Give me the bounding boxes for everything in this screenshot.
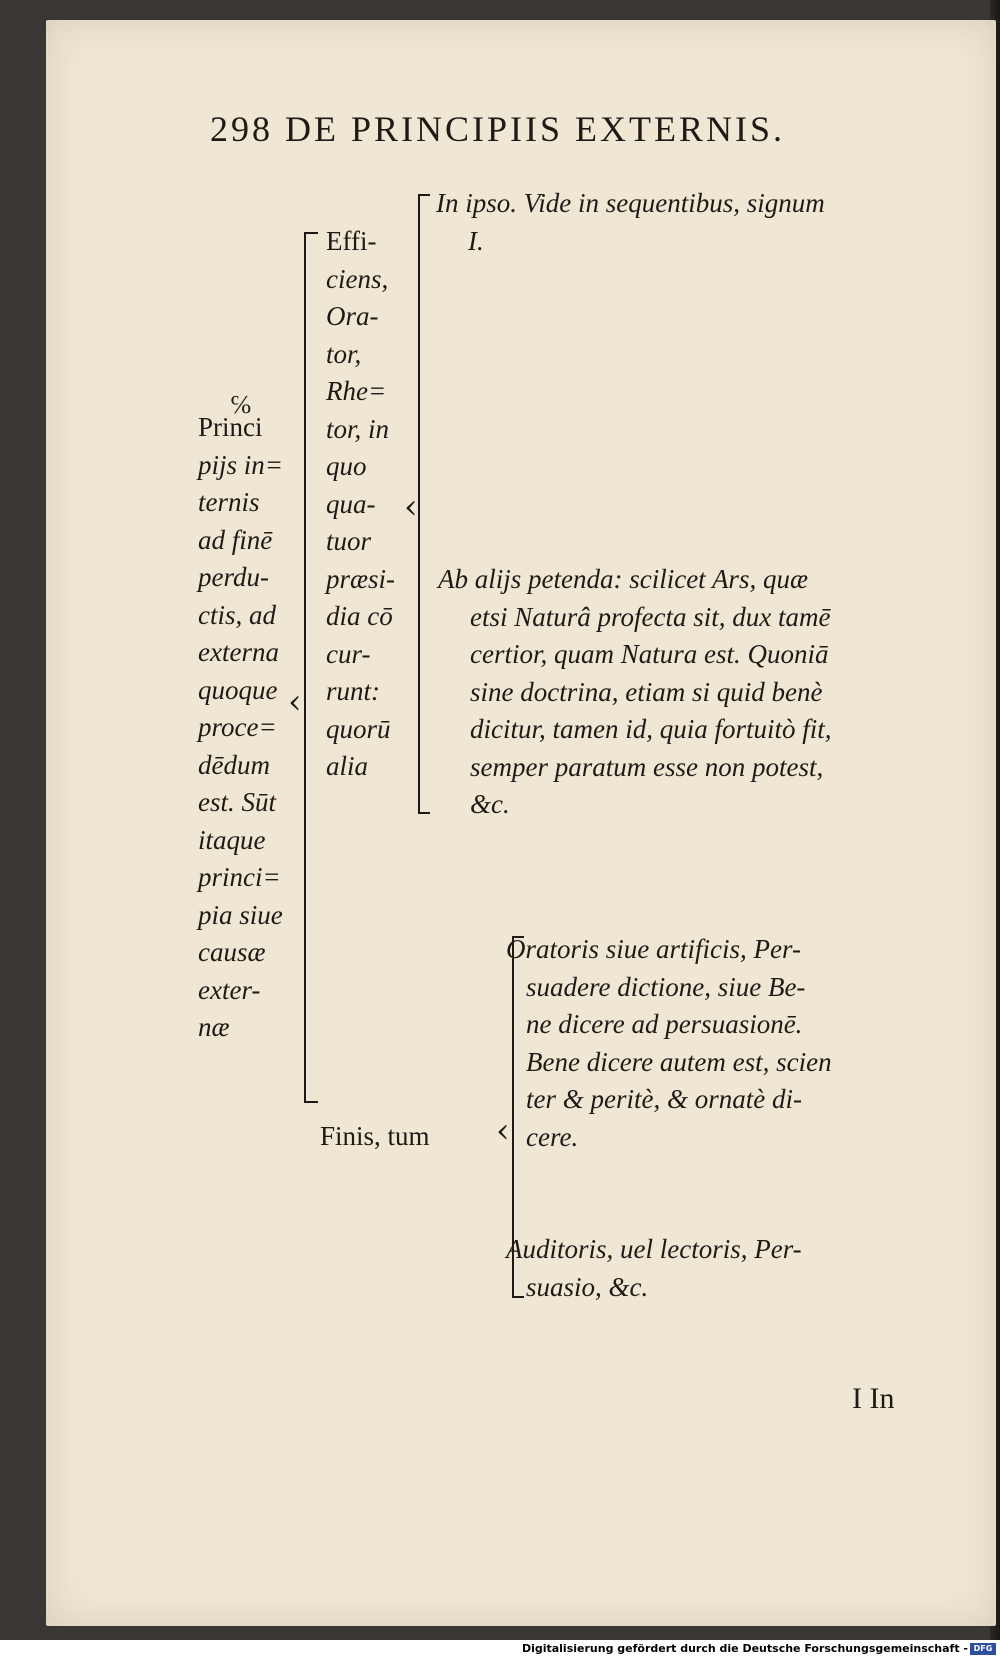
efficiens-line: tor, <box>326 338 362 369</box>
ab-alijs-line: certior, quam Natura est. Quoniā <box>470 639 829 669</box>
finis-label: Finis, tum <box>320 1121 430 1151</box>
brace-finis-point: ‹ <box>496 1111 510 1151</box>
principles-line: pijs in= <box>198 449 283 480</box>
principles-line: dēdum <box>198 749 270 780</box>
oratoris-line: Oratoris siue artificis, Per- <box>506 934 801 964</box>
brace-col2-point: ‹ <box>288 682 302 722</box>
efficiens-line: Ora- <box>326 301 379 331</box>
efficiens-line: dia cō <box>326 601 393 631</box>
principles-line: perdu- <box>198 562 269 592</box>
brace-col2-top <box>304 232 318 234</box>
principles-line: exter- <box>198 974 261 1005</box>
page-header: 298 DE PRINCIPIIS EXTERNIS. <box>210 109 786 149</box>
efficiens-line: runt: <box>326 676 380 706</box>
ab-alijs-line: semper paratum esse non potest, <box>470 751 824 782</box>
principles-line: proce= <box>198 712 277 742</box>
in-ipso-line: I. <box>468 226 484 256</box>
principles-line: est. Sūt <box>198 787 276 817</box>
ab-alijs-line: dicitur, tamen id, quia fortuitò fit, <box>470 714 832 744</box>
dfg-logo: DFG <box>970 1643 996 1655</box>
brace-col3-vertical <box>418 194 420 814</box>
oratoris-line: ne dicere ad persuasionē. <box>526 1009 803 1039</box>
principles-line: ternis <box>198 487 260 517</box>
ornament-glyph: ℅ <box>230 390 252 419</box>
efficiens-line: quorū <box>326 713 391 744</box>
efficiens-line: Effi- <box>326 226 377 256</box>
efficiens-line: ciens, <box>326 263 389 294</box>
efficiens-line: cur- <box>326 638 371 669</box>
principles-line: næ <box>198 1012 230 1042</box>
brace-col3-bottom <box>418 812 430 814</box>
principles-line: quoque <box>198 674 278 705</box>
auditoris-line: suasio, &c. <box>526 1271 649 1302</box>
efficiens-line: Rhe= <box>326 376 387 406</box>
efficiens-line: alia <box>326 751 369 781</box>
efficiens-line: qua- <box>326 488 376 519</box>
ab-alijs-line: Ab alijs petenda: scilicet Ars, quæ <box>438 564 808 594</box>
oratoris-line: Bene dicere autem est, scien <box>526 1046 832 1077</box>
principles-line: pia siue <box>198 899 283 930</box>
efficiens-line: quo <box>326 451 367 481</box>
in-ipso-line: In ipso. Vide in sequentibus, signum <box>436 188 825 218</box>
principles-line: causæ <box>198 937 266 967</box>
oratoris-line: ter & peritè, & ornatè di- <box>526 1084 802 1114</box>
ab-alijs-line: etsi Naturâ profecta sit, dux tamē <box>470 601 831 632</box>
brace-col2-bottom <box>304 1101 318 1103</box>
oratoris-line: suadere dictione, siue Be- <box>526 971 806 1002</box>
oratoris-line: cere. <box>526 1121 579 1152</box>
brace-finis-bottom <box>512 1296 524 1298</box>
principles-line: ad finē <box>198 524 273 555</box>
footer-credit: Digitalisierung gefördert durch die Deutsche Forschungsgemeinschaft - <box>521 1642 968 1655</box>
auditoris-line: Auditoris, uel lectoris, Per- <box>506 1234 802 1264</box>
ab-alijs-line: sine doctrina, etiam si quid benè <box>470 676 823 707</box>
brace-col2-vertical <box>304 232 306 1102</box>
efficiens-line: præsi- <box>326 563 396 594</box>
efficiens-line: tuor <box>326 526 372 556</box>
brace-col3-top <box>418 194 430 196</box>
principles-line: princi= <box>198 862 281 892</box>
principles-line: externa <box>198 637 279 667</box>
catchword: I In <box>852 1382 895 1415</box>
principles-line: Princi <box>198 412 263 442</box>
ab-alijs-line: &c. <box>470 789 510 819</box>
brace-col3-point: ‹ <box>404 487 418 527</box>
efficiens-line: tor, in <box>326 413 390 444</box>
principles-line: ctis, ad <box>198 599 276 630</box>
principles-line: itaque <box>198 824 266 855</box>
